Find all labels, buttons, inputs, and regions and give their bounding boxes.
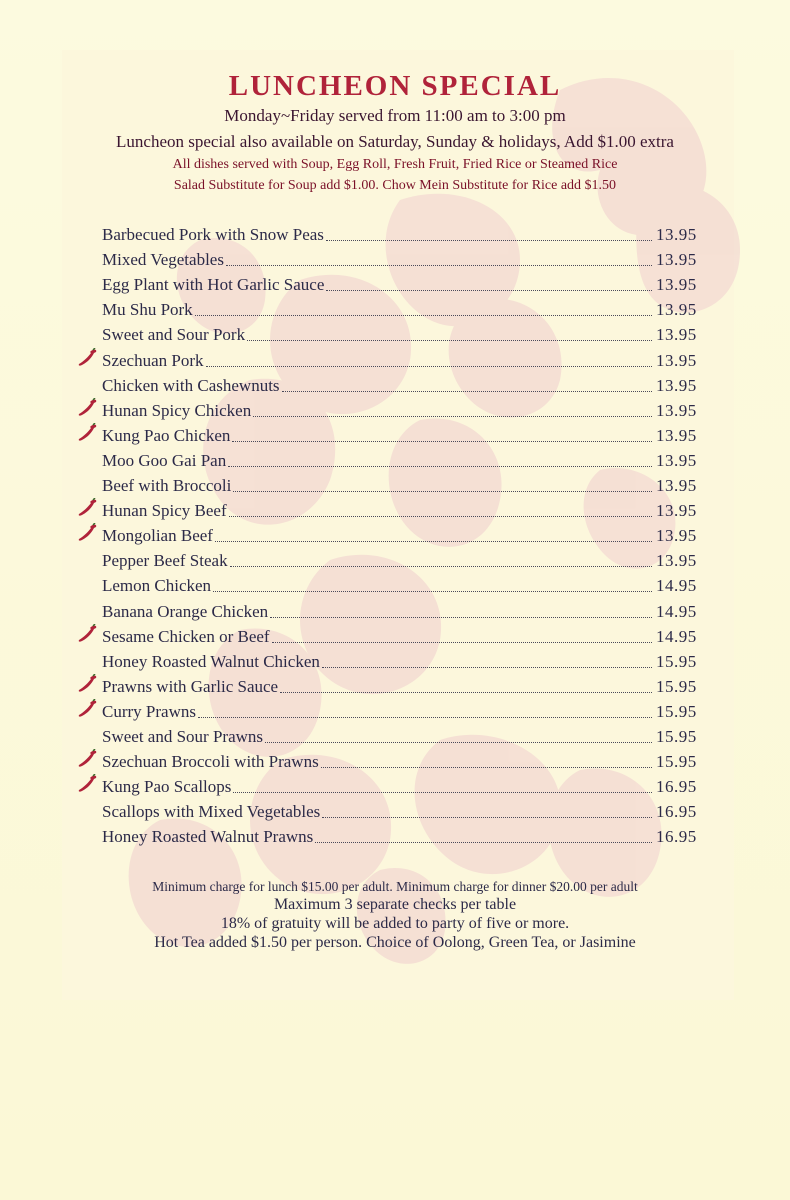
- substitutes-note: Salad Substitute for Soup add $1.00. Chow Mein Substitute for Rice add $1.50: [173, 178, 617, 193]
- menu-items-list: [76, 220, 706, 847]
- dot-leader: [206, 365, 652, 367]
- menu-item-price: 15.95: [656, 701, 697, 721]
- menu-item-name: Sweet and Sour Pork: [102, 325, 246, 345]
- menu-item-price: 13.95: [656, 450, 697, 470]
- dot-leader: [326, 239, 652, 241]
- menu-item-price: 13.95: [656, 300, 697, 320]
- menu-item-price: 15.95: [656, 676, 697, 696]
- dot-leader: [265, 741, 652, 743]
- menu-item-price: 13.95: [656, 325, 697, 345]
- menu-item-row: [76, 295, 706, 320]
- menu-item-price: 13.95: [656, 400, 697, 420]
- dot-leader: [226, 264, 652, 266]
- dot-leader: [326, 289, 652, 291]
- menu-item-price: 13.95: [656, 425, 697, 445]
- dot-leader: [280, 691, 652, 693]
- chili-pepper-icon: [76, 624, 98, 644]
- chili-pepper-icon: [76, 498, 98, 518]
- menu-item-row: [76, 822, 706, 847]
- dot-leader: [322, 666, 652, 668]
- menu-item-name: Scallops with Mixed Vegetables: [102, 802, 321, 822]
- menu-item-row: [76, 220, 706, 245]
- menu-item-name: Szechuan Pork: [102, 350, 204, 370]
- menu-item-name: Barbecued Pork with Snow Peas: [102, 225, 324, 245]
- menu-item-row: [76, 546, 706, 571]
- menu-item-row: [76, 270, 706, 295]
- menu-item-name: Chicken with Cashewnuts: [102, 375, 280, 395]
- chili-pepper-icon: [76, 674, 98, 694]
- menu-item-name: Mu Shu Pork: [102, 300, 193, 320]
- dot-leader: [270, 616, 652, 618]
- menu-item-name: Mixed Vegetables: [102, 250, 224, 270]
- menu-item-name: Honey Roasted Walnut Prawns: [102, 827, 314, 847]
- menu-item-row: [76, 672, 706, 697]
- menu-item-row: [76, 245, 706, 270]
- dot-leader: [315, 841, 652, 843]
- dot-leader: [230, 565, 652, 567]
- minimum-charge-note: Minimum charge for lunch $15.00 per adult. Minimum charge for dinner $20.00 per adult: [152, 879, 638, 894]
- menu-item-price: 13.95: [656, 250, 697, 270]
- menu-item-price: 15.95: [656, 726, 697, 746]
- menu-item-price: 13.95: [656, 350, 697, 370]
- dot-leader: [282, 390, 652, 392]
- chili-pepper-icon: [76, 699, 98, 719]
- menu-item-price: 15.95: [656, 752, 697, 772]
- menu-item-name: Prawns with Garlic Sauce: [102, 676, 279, 696]
- menu-item-row: [76, 496, 706, 521]
- menu-item-row: [76, 772, 706, 797]
- menu-item-price: 13.95: [656, 275, 697, 295]
- menu-item-row: [76, 471, 706, 496]
- menu-item-name: Lemon Chicken: [102, 576, 212, 596]
- menu-item-row: [76, 622, 706, 647]
- menu-item-row: [76, 521, 706, 546]
- service-hours: Monday~Friday served from 11:00 am to 3:00 pm: [224, 106, 566, 125]
- gratuity-note: 18% of gratuity will be added to party of five or more.: [220, 915, 570, 932]
- menu-item-price: 13.95: [656, 476, 697, 496]
- menu-item-name: Hunan Spicy Beef: [102, 501, 227, 521]
- page-title: LUNCHEON SPECIAL: [228, 70, 562, 102]
- menu-item-name: Banana Orange Chicken: [102, 601, 269, 621]
- menu-item-row: [76, 647, 706, 672]
- menu-item-name: Curry Prawns: [102, 701, 196, 721]
- menu-item-name: Egg Plant with Hot Garlic Sauce: [102, 275, 325, 295]
- dot-leader: [247, 339, 652, 341]
- menu-item-row: [76, 797, 706, 822]
- dot-leader: [232, 440, 652, 442]
- menu-item-name: Sesame Chicken or Beef: [102, 626, 270, 646]
- chili-pepper-icon: [76, 348, 98, 368]
- menu-item-name: Sweet and Sour Prawns: [102, 726, 264, 746]
- dot-leader: [213, 590, 652, 592]
- dot-leader: [321, 766, 652, 768]
- menu-item-price: 13.95: [656, 501, 697, 521]
- dot-leader: [195, 314, 652, 316]
- menu-item-row: [76, 747, 706, 772]
- menu-item-price: 14.95: [656, 601, 697, 621]
- menu-item-price: 14.95: [656, 576, 697, 596]
- chili-pepper-icon: [76, 398, 98, 418]
- menu-item-name: Kung Pao Scallops: [102, 777, 232, 797]
- menu-item-row: [76, 421, 706, 446]
- menu-item-name: Hunan Spicy Chicken: [102, 400, 252, 420]
- served-with-note: All dishes served with Soup, Egg Roll, Fresh Fruit, Fried Rice or Steamed Rice: [172, 157, 618, 172]
- menu-item-row: [76, 697, 706, 722]
- menu-item-price: 13.95: [656, 225, 697, 245]
- dot-leader: [228, 465, 652, 467]
- menu-item-name: Mongolian Beef: [102, 526, 213, 546]
- menu-item-price: 13.95: [656, 375, 697, 395]
- menu-item-name: Kung Pao Chicken: [102, 425, 231, 445]
- menu-item-price: 16.95: [656, 777, 697, 797]
- menu-item-price: 13.95: [656, 551, 697, 571]
- dot-leader: [198, 716, 652, 718]
- dot-leader: [233, 791, 652, 793]
- menu-item-name: Honey Roasted Walnut Chicken: [102, 651, 320, 671]
- menu-item-name: Moo Goo Gai Pan: [102, 450, 227, 470]
- chili-pepper-icon: [76, 774, 98, 794]
- dot-leader: [233, 490, 652, 492]
- menu-item-name: Szechuan Broccoli with Prawns: [102, 752, 319, 772]
- chili-pepper-icon: [76, 523, 98, 543]
- menu-item-row: [76, 596, 706, 621]
- dot-leader: [215, 540, 652, 542]
- menu-item-name: Pepper Beef Steak: [102, 551, 228, 571]
- menu-item-price: 14.95: [656, 626, 697, 646]
- menu-item-row: [76, 345, 706, 370]
- dot-leader: [322, 816, 652, 818]
- dot-leader: [253, 415, 652, 417]
- menu-item-row: [76, 571, 706, 596]
- menu-item-row: [76, 371, 706, 396]
- tea-note: Hot Tea added $1.50 per person. Choice of Oolong, Green Tea, or Jasimine: [154, 934, 636, 951]
- dot-leader: [272, 641, 652, 643]
- checks-note: Maximum 3 separate checks per table: [273, 896, 517, 913]
- menu-item-price: 15.95: [656, 651, 697, 671]
- menu-item-price: 13.95: [656, 526, 697, 546]
- menu-item-row: [76, 722, 706, 747]
- weekend-note: Luncheon special also available on Saturday, Sunday & holidays, Add $1.00 extra: [116, 132, 674, 151]
- menu-item-row: [76, 320, 706, 345]
- chili-pepper-icon: [76, 749, 98, 769]
- dot-leader: [229, 515, 652, 517]
- menu-item-row: [76, 446, 706, 471]
- menu-item-name: Beef with Broccoli: [102, 476, 232, 496]
- menu-item-price: 16.95: [656, 802, 697, 822]
- menu-item-price: 16.95: [656, 827, 697, 847]
- menu-item-row: [76, 396, 706, 421]
- chili-pepper-icon: [76, 423, 98, 443]
